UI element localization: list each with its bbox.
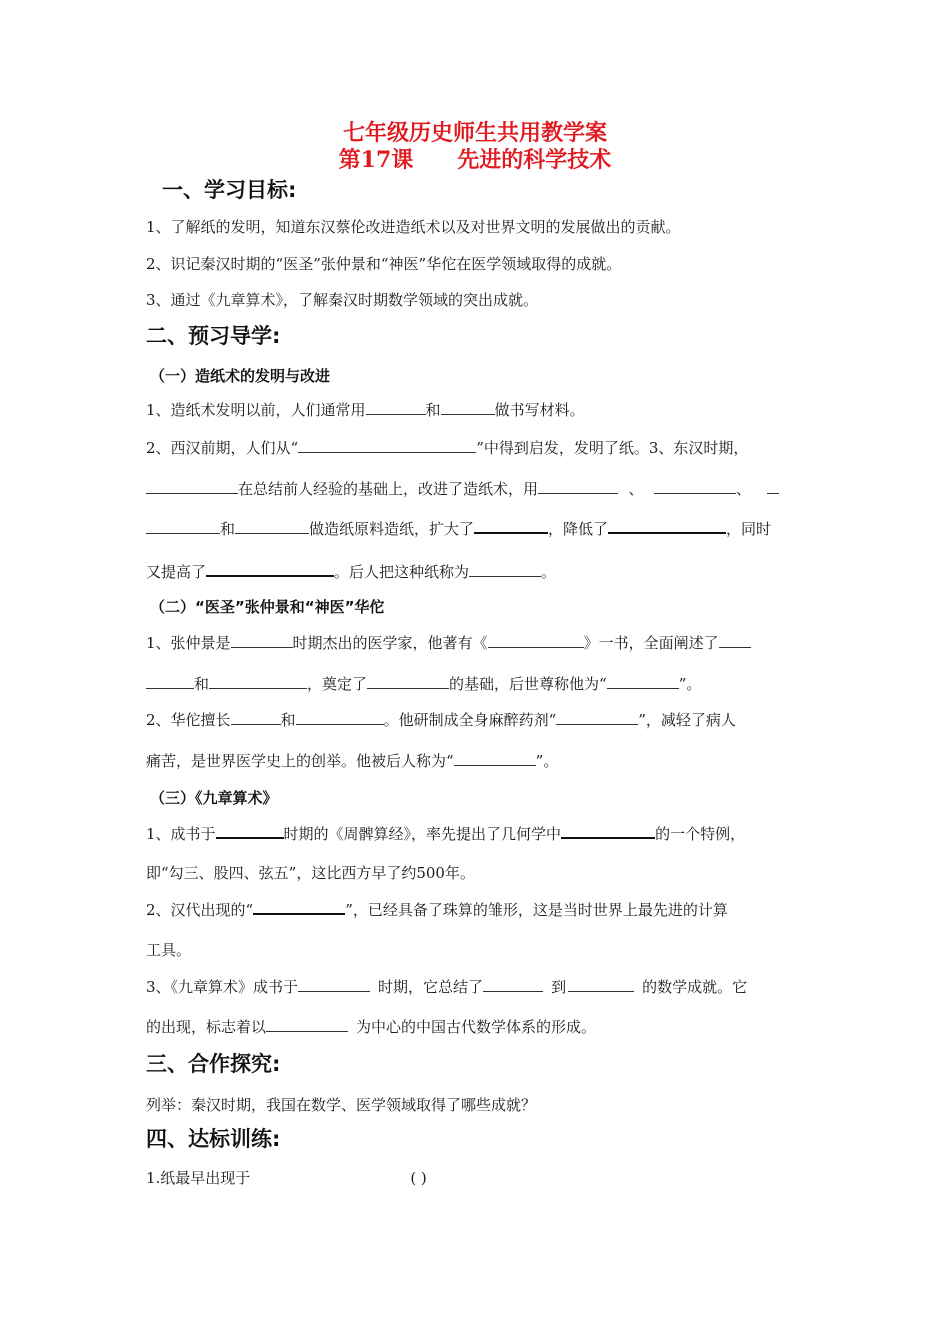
objective-1: 1、了解纸的发明，知道东汉蔡伦改进造纸术以及对世界文明的发展做出的贡献。 bbox=[146, 218, 681, 236]
subsection-2-heading: （二）“医圣”张仲景和“神医”华佗 bbox=[150, 598, 385, 616]
blank[interactable] bbox=[654, 478, 736, 494]
blank[interactable] bbox=[253, 898, 345, 915]
subsection-1-heading: （一）造纸术的发明与改进 bbox=[150, 367, 331, 385]
answer-parentheses[interactable]: ( ) bbox=[410, 1169, 427, 1187]
lesson-topic: 先进的科学技术 bbox=[457, 147, 612, 173]
blank[interactable] bbox=[556, 709, 638, 725]
paper-q4: 和 做造纸原料造纸，扩大了 ，降低了 ，同时 bbox=[146, 517, 771, 540]
blank[interactable] bbox=[767, 478, 779, 494]
medicine-q3: 2、华佗擅长 和 。他研制成全身麻醉药剂“ ”，减轻了病人 bbox=[146, 711, 736, 729]
objective-3: 3、通过《九章算术》，了解秦汉时期数学领域的突出成就。 bbox=[146, 291, 539, 309]
paper-q3: 在总结前人经验的基础上，改进了造纸术，用 、 、 bbox=[146, 478, 779, 500]
blank[interactable] bbox=[146, 518, 220, 534]
section-4-heading: 四、达标训练: bbox=[146, 1127, 281, 1151]
math-q3: 2、汉代出现的“ ”，已经具备了珠算的雏形，这是当时世界上最先进的计算 bbox=[146, 898, 728, 921]
practice-q1: 1.纸最早出现于 ( ) bbox=[146, 1169, 427, 1187]
blank[interactable] bbox=[608, 517, 726, 534]
math-q1: 1、成书于 时期的《周髀算经》，率先提出了几何学中 的一个特例， bbox=[146, 822, 745, 845]
paper-q5: 又提高了 。后人把这种纸称为 。 bbox=[146, 560, 556, 583]
blank[interactable] bbox=[538, 478, 618, 494]
medicine-q4: 痛苦，是世界医学史上的创举。他被后人称为“ ”。 bbox=[146, 752, 559, 770]
blank[interactable] bbox=[235, 518, 309, 534]
blank[interactable] bbox=[298, 976, 370, 992]
math-q6: 的出现，标志着以 为中心的中国古代数学体系的形成。 bbox=[146, 1018, 597, 1036]
blank[interactable] bbox=[607, 673, 679, 689]
blank[interactable] bbox=[231, 632, 293, 648]
document-title: 七年级历史师生共用教学案 bbox=[342, 120, 607, 146]
blank[interactable] bbox=[454, 750, 536, 766]
section-2-heading: 二、预习导学: bbox=[146, 324, 281, 348]
paper-q1: 1、造纸术发明以前，人们通常用 和 做书写材料。 bbox=[146, 401, 585, 419]
paper-q2: 2、西汉前期，人们从“ ”中得到启发，发明了纸。3、东汉时期， bbox=[146, 439, 749, 457]
blank[interactable] bbox=[206, 560, 334, 577]
blank[interactable] bbox=[366, 399, 426, 415]
blank[interactable] bbox=[568, 976, 634, 992]
blank[interactable] bbox=[231, 709, 281, 725]
objective-2: 2、识记秦汉时期的“医圣”张仲景和“神医”华佗在医学领域取得的成就。 bbox=[146, 255, 622, 273]
math-q5: 3、《九章算术》成书于 时期，它总结了 到 的数学成就。它 bbox=[146, 978, 748, 996]
blank[interactable] bbox=[483, 976, 543, 992]
blank[interactable] bbox=[488, 632, 584, 648]
blank[interactable] bbox=[474, 517, 548, 534]
blank[interactable] bbox=[719, 632, 751, 648]
blank[interactable] bbox=[367, 673, 449, 689]
blank[interactable] bbox=[469, 561, 541, 577]
blank[interactable] bbox=[209, 673, 307, 689]
lesson-title bbox=[0, 147, 950, 173]
blank[interactable] bbox=[296, 709, 384, 725]
blank[interactable] bbox=[146, 478, 238, 494]
medicine-q1: 1、张仲景是 时期杰出的医学家，他著有《 》一书，全面阐述了 bbox=[146, 632, 751, 654]
inquiry-question: 列举：秦汉时期，我国在数学、医学领域取得了哪些成就？ bbox=[146, 1096, 537, 1114]
subsection-3-heading: （三）《九章算术》 bbox=[150, 789, 278, 807]
section-3-heading: 三、合作探究: bbox=[146, 1052, 281, 1076]
blank[interactable] bbox=[266, 1016, 348, 1032]
math-q2: 即“勾三、股四、弦五”，这比西方早了约500年。 bbox=[146, 864, 475, 882]
medicine-q2: 和 ，奠定了 的基础，后世尊称他为“ ”。 bbox=[146, 673, 701, 695]
blank[interactable] bbox=[441, 399, 495, 415]
blank[interactable] bbox=[561, 822, 655, 839]
blank[interactable] bbox=[146, 673, 194, 689]
blank[interactable] bbox=[298, 437, 476, 453]
section-1-heading: 一、学习目标: bbox=[162, 178, 297, 202]
blank[interactable] bbox=[216, 822, 284, 839]
lesson-number: 第17课 bbox=[338, 147, 414, 173]
math-q4: 工具。 bbox=[146, 941, 192, 959]
